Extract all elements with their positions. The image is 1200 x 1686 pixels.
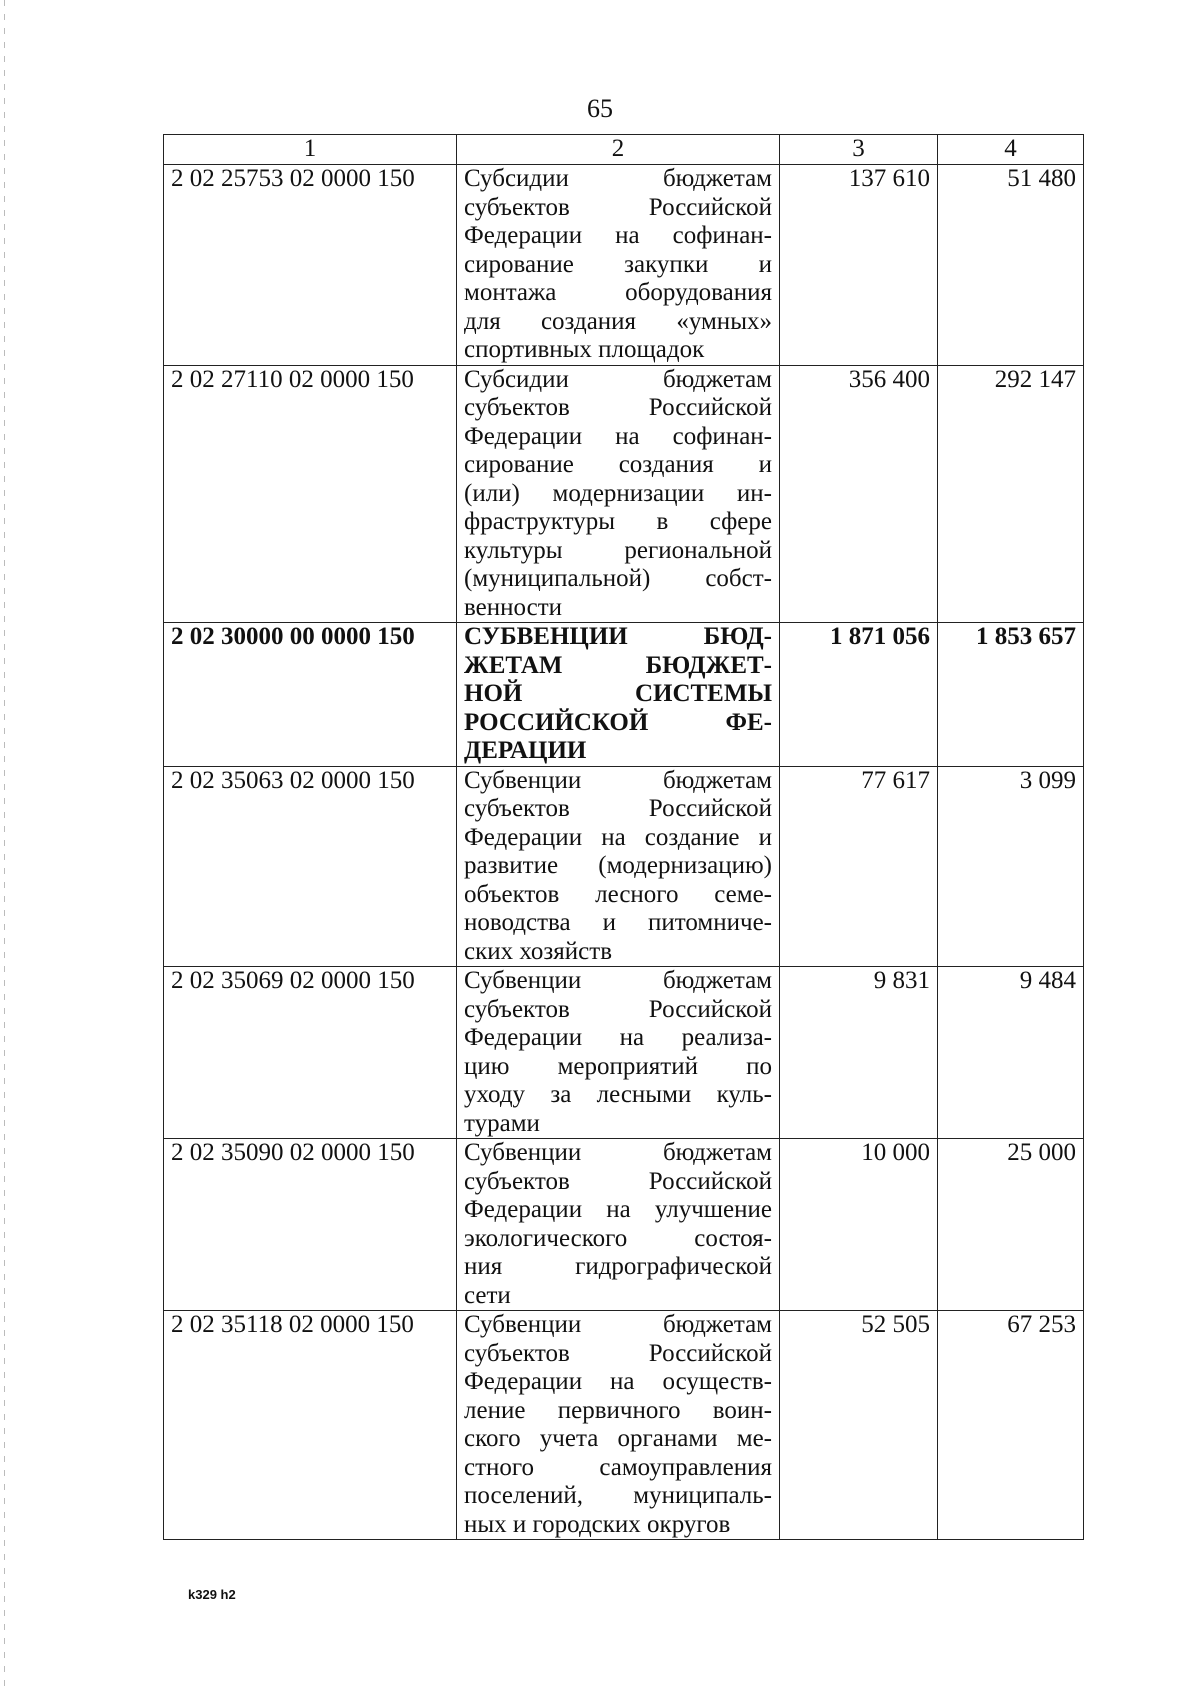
description-line: ление первичного воин- [464, 1396, 772, 1424]
amount-col3-cell: 52 505 [780, 1311, 938, 1540]
footer-code: k329 h2 [188, 1587, 236, 1602]
amount-col4-cell: 292 147 [938, 365, 1084, 623]
description-line: поселений, муниципаль- [464, 1482, 772, 1509]
description-line: субъектов Российской [464, 1339, 772, 1367]
description-line: Субвенции бюджетам [464, 967, 772, 994]
table-row [164, 967, 1084, 1139]
description-line: Федерации на осуществ- [464, 1368, 772, 1395]
description-line: Субсидии бюджетам [464, 365, 772, 393]
description-line: венности [464, 593, 563, 621]
description-cell [457, 967, 780, 1139]
description-cell [457, 623, 780, 767]
table-row [164, 766, 1084, 967]
description-line: субъектов Российской [464, 394, 772, 421]
description-line: ния гидрографической [464, 1253, 772, 1280]
budget-code-cell: 2 02 25753 02 0000 150 [164, 165, 457, 366]
amount-col3-cell: 356 400 [780, 365, 938, 623]
description-line: стного самоуправления [464, 1453, 772, 1481]
table-row [164, 623, 1084, 767]
description-line: ских хозяйств [464, 937, 612, 965]
description-cell [457, 165, 780, 366]
description-cell [457, 1139, 780, 1311]
amount-col4-cell: 67 253 [938, 1311, 1084, 1540]
column-header-3: 3 [780, 135, 938, 165]
scan-edge-line [4, 0, 5, 1686]
description-line: ДЕРАЦИИ [464, 737, 587, 764]
description-line: фраструктуры в сфере [464, 508, 772, 535]
description-line: цию мероприятий по [464, 1052, 772, 1080]
description-line: РОССИЙСКОЙ ФЕ- [464, 708, 772, 736]
description-line: культуры региональной [464, 536, 772, 564]
amount-col3-cell: 10 000 [780, 1139, 938, 1311]
table-row [164, 1139, 1084, 1311]
amount-col4-cell: 25 000 [938, 1139, 1084, 1311]
description-line: Субсидии бюджетам [464, 165, 772, 192]
column-header-4: 4 [938, 135, 1084, 165]
description-line: экологического состоя- [464, 1224, 772, 1252]
description-line: объектов лесного семе- [464, 880, 772, 908]
description-line: новодства и питомниче- [464, 909, 772, 936]
budget-code-cell: 2 02 35090 02 0000 150 [164, 1139, 457, 1311]
amount-col4-cell: 51 480 [938, 165, 1084, 366]
description-line: уходу за лесными куль- [464, 1081, 772, 1108]
description-line: Федерации на улучшение [464, 1196, 772, 1223]
description-line: Федерации на софинан- [464, 222, 772, 249]
table-row [164, 165, 1084, 366]
description-line: развитие (модернизацию) [464, 852, 772, 879]
table-row [164, 1311, 1084, 1540]
description-line: монтажа оборудования [464, 279, 772, 306]
table-header-row [164, 135, 1084, 165]
description-line: (муниципальной) собст- [464, 565, 772, 592]
budget-code-cell: 2 02 27110 02 0000 150 [164, 365, 457, 623]
budget-code-cell: 2 02 35118 02 0000 150 [164, 1311, 457, 1540]
description-line: турами [464, 1109, 540, 1137]
description-cell [457, 766, 780, 967]
description-line: ЖЕТАМ БЮДЖЕТ- [464, 651, 772, 679]
description-line: Федерации на реализа- [464, 1024, 772, 1051]
description-line: (или) модернизации ин- [464, 479, 772, 507]
column-header-1: 1 [164, 135, 457, 165]
description-line: Субвенции бюджетам [464, 1311, 772, 1338]
description-line: Субвенции бюджетам [464, 1139, 772, 1166]
description-cell [457, 365, 780, 623]
description-line: сирование создания и [464, 451, 772, 478]
description-line: СУБВЕНЦИИ БЮД- [464, 623, 772, 650]
description-cell [457, 1311, 780, 1540]
budget-code-cell: 2 02 35069 02 0000 150 [164, 967, 457, 1139]
description-line: сети [464, 1281, 511, 1309]
budget-code-cell: 2 02 30000 00 0000 150 [164, 623, 457, 767]
column-header-2: 2 [457, 135, 780, 165]
page-number: 65 [587, 94, 613, 123]
description-line: спортивных площадок [464, 336, 705, 363]
description-line: субъектов Российской [464, 795, 772, 822]
description-line: Федерации на создание и [464, 823, 772, 851]
description-line: ского учета органами ме- [464, 1425, 772, 1452]
description-line: Субвенции бюджетам [464, 766, 772, 794]
budget-code-cell: 2 02 35063 02 0000 150 [164, 766, 457, 967]
amount-col4-cell: 3 099 [938, 766, 1084, 967]
description-line: субъектов Российской [464, 193, 772, 221]
amount-col4-cell: 1 853 657 [938, 623, 1084, 767]
description-line: ных и городских округов [464, 1510, 731, 1538]
description-line: НОЙ СИСТЕМЫ [464, 680, 772, 707]
description-line: для создания «умных» [464, 307, 772, 335]
amount-col3-cell: 1 871 056 [780, 623, 938, 767]
budget-table [163, 134, 1084, 1540]
description-line: Федерации на софинан- [464, 422, 772, 450]
amount-col4-cell: 9 484 [938, 967, 1084, 1139]
amount-col3-cell: 77 617 [780, 766, 938, 967]
table-row [164, 365, 1084, 623]
table-body [164, 165, 1084, 1540]
description-line: субъектов Российской [464, 1167, 772, 1195]
amount-col3-cell: 137 610 [780, 165, 938, 366]
description-line: сирование закупки и [464, 250, 772, 278]
amount-col3-cell: 9 831 [780, 967, 938, 1139]
description-line: субъектов Российской [464, 995, 772, 1023]
